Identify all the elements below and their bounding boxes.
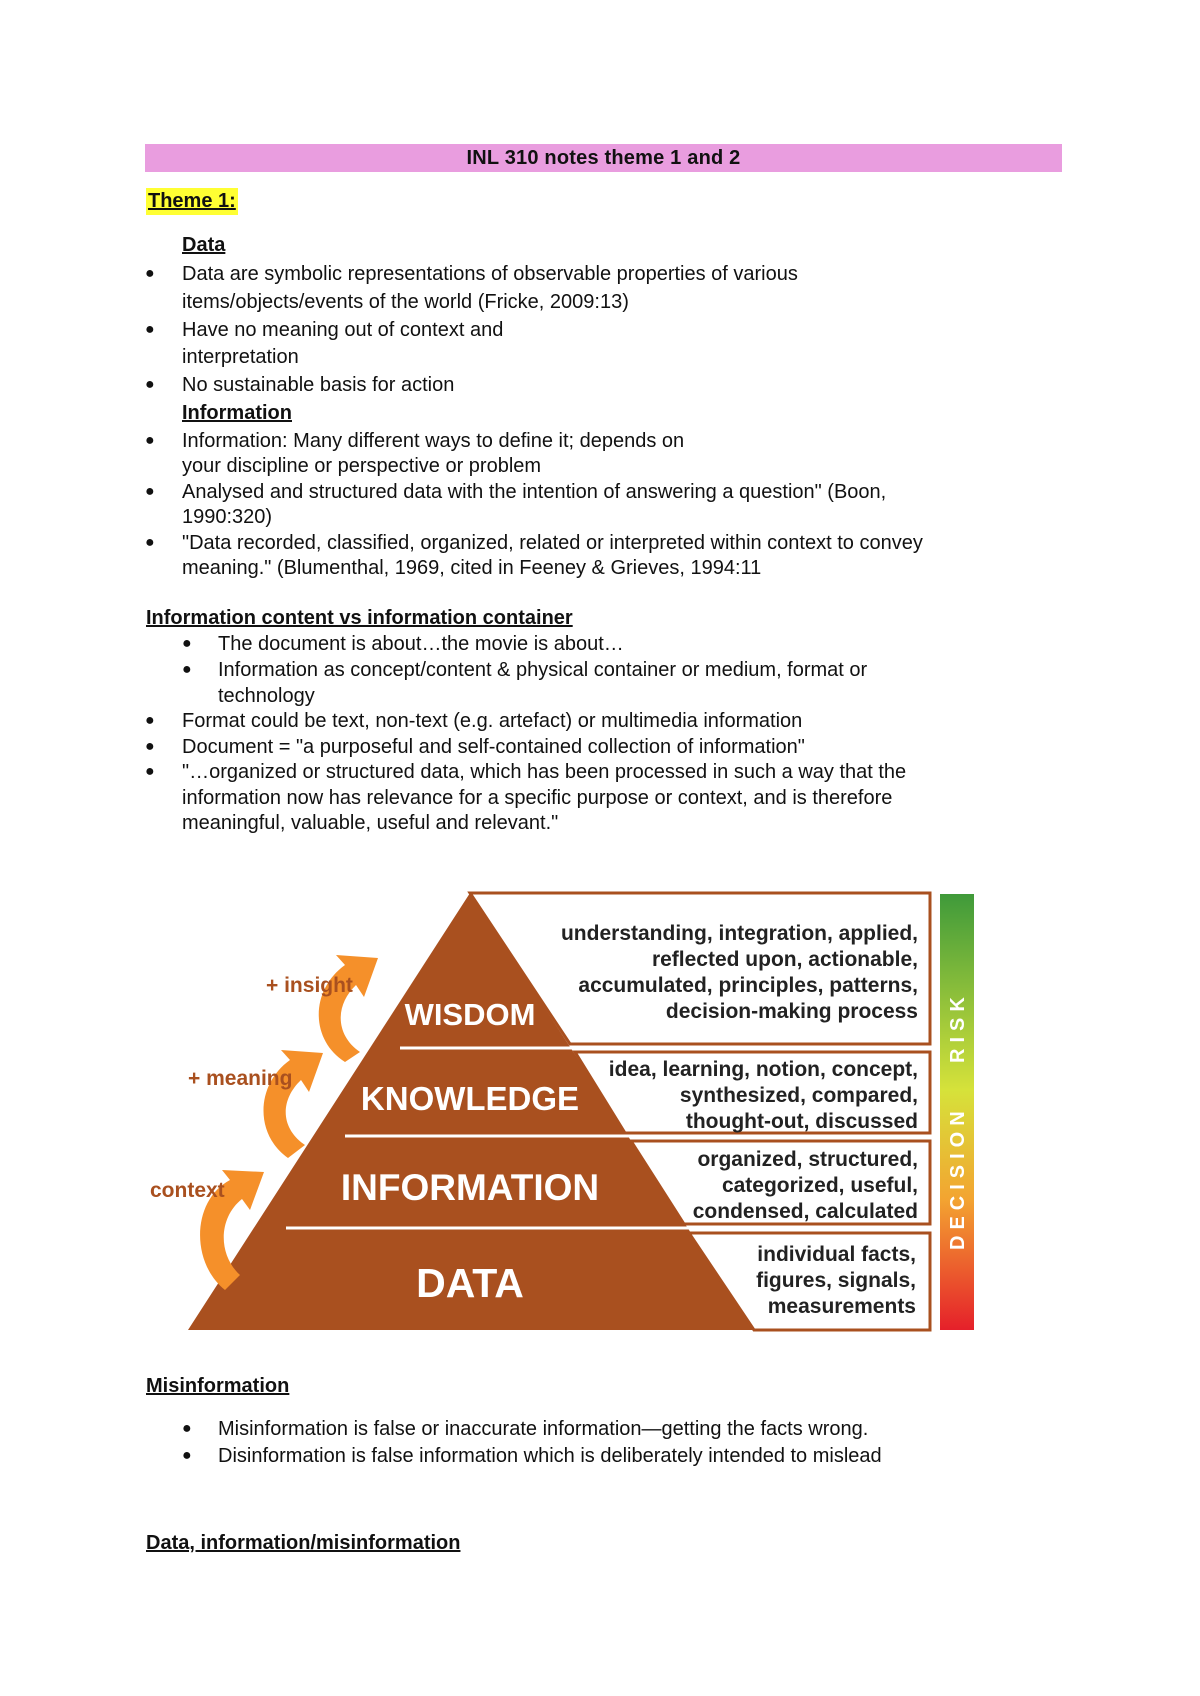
wisdom-desc-4: decision-making process (665, 1000, 918, 1023)
bullet-icon: ● (182, 1420, 192, 1437)
misinformation-bullet-1: Misinformation is false or inaccurate information—getting the facts wrong. (218, 1418, 869, 1440)
information-heading: Information (182, 402, 292, 424)
data-bullet-3: No sustainable basis for action (182, 374, 455, 396)
information-bullet-2-line-2: 1990:320) (182, 506, 273, 528)
knowledge-desc-2: synthesized, compared, (679, 1084, 918, 1107)
bullet-icon: ● (145, 376, 155, 393)
data-bullet-2-line-2: interpretation (182, 346, 299, 368)
bullet-icon: ● (182, 1447, 192, 1464)
content-bullet-1: Format could be text, non-text (e.g. artefact) or multimedia information (182, 710, 803, 732)
content-bullet-3-line-1: "…organized or structured data, which has been processed in such a way that the (182, 761, 907, 783)
data-bullet-1-line-2: items/objects/events of the world (Fricke, 2009:13) (182, 291, 629, 313)
bullet-icon: ● (145, 483, 155, 500)
information-desc-3: condensed, calculated (692, 1200, 918, 1223)
wisdom-desc-3: accumulated, principles, patterns, (578, 974, 918, 997)
data-heading: Data (182, 234, 226, 256)
bullet-icon: ● (182, 635, 192, 652)
content-bullet-2: Document = "a purposeful and self-contained collection of information" (182, 736, 805, 758)
data-bullet-1-line-1: Data are symbolic representations of observable properties of various (182, 263, 798, 285)
theme-label: Theme 1: (146, 188, 238, 215)
information-desc-2: categorized, useful, (721, 1174, 918, 1197)
data-desc-3: measurements (767, 1295, 916, 1318)
bullet-icon: ● (182, 661, 192, 678)
bullet-icon: ● (145, 265, 155, 282)
level-data: DATA (416, 1260, 524, 1306)
content-bullet-3-line-2: information now has relevance for a specific purpose or context, and is therefore (182, 787, 893, 809)
bullet-icon: ● (145, 432, 155, 449)
insight-arrow-icon (319, 955, 378, 1062)
level-information: INFORMATION (340, 1167, 600, 1208)
meaning-label: + meaning (188, 1067, 293, 1090)
information-bullet-1-line-1: Information: Many different ways to define it; depends on (182, 430, 685, 452)
wisdom-desc-1: understanding, integration, applied, (560, 922, 918, 945)
information-desc-1: organized, structured, (697, 1148, 918, 1171)
insight-label: + insight (266, 974, 353, 997)
bullet-icon: ● (145, 763, 155, 780)
content-sub-bullet-2-line-1: Information as concept/content & physical container or medium, format or (218, 659, 868, 681)
level-knowledge: KNOWLEDGE (360, 1080, 580, 1117)
data-bullet-2-line-1: Have no meaning out of context and (182, 319, 504, 341)
final-heading: Data, information/misinformation (146, 1532, 461, 1554)
bullet-icon: ● (145, 738, 155, 755)
content-bullet-3-line-3: meaningful, valuable, useful and relevant." (182, 812, 559, 834)
wisdom-desc-2: reflected upon, actionable, (651, 948, 918, 971)
knowledge-desc-3: thought-out, discussed (685, 1110, 918, 1133)
decision-label: DECISION (947, 1105, 969, 1250)
misinformation-bullet-2: Disinformation is false information which is deliberately intended to mislead (218, 1445, 882, 1467)
knowledge-desc-1: idea, learning, notion, concept, (608, 1058, 918, 1081)
information-bullet-3-line-2: meaning." (Blumenthal, 1969, cited in Feeney & Grieves, 1994:11 (182, 557, 762, 579)
page-title: INL 310 notes theme 1 and 2 (145, 144, 1062, 172)
bullet-icon: ● (145, 321, 155, 338)
information-bullet-2-line-1: Analysed and structured data with the intention of answering a question" (Boon, (182, 481, 887, 503)
data-desc-1: individual facts, (757, 1243, 916, 1266)
context-label: context (150, 1179, 225, 1202)
information-bullet-3-line-1: "Data recorded, classified, organized, related or interpreted within context to convey (182, 532, 923, 554)
risk-label: RISK (947, 991, 969, 1063)
data-desc-2: figures, signals, (756, 1269, 916, 1292)
bullet-icon: ● (145, 712, 155, 729)
misinformation-heading: Misinformation (146, 1375, 290, 1397)
information-bullet-1-line-2: your discipline or perspective or problem (182, 455, 542, 477)
bullet-icon: ● (145, 534, 155, 551)
content-sub-bullet-1: The document is about…the movie is about… (218, 633, 624, 655)
content-sub-bullet-2-line-2: technology (218, 685, 315, 707)
content-container-heading: Information content vs information container (146, 607, 573, 629)
level-wisdom: WISDOM (404, 997, 536, 1032)
